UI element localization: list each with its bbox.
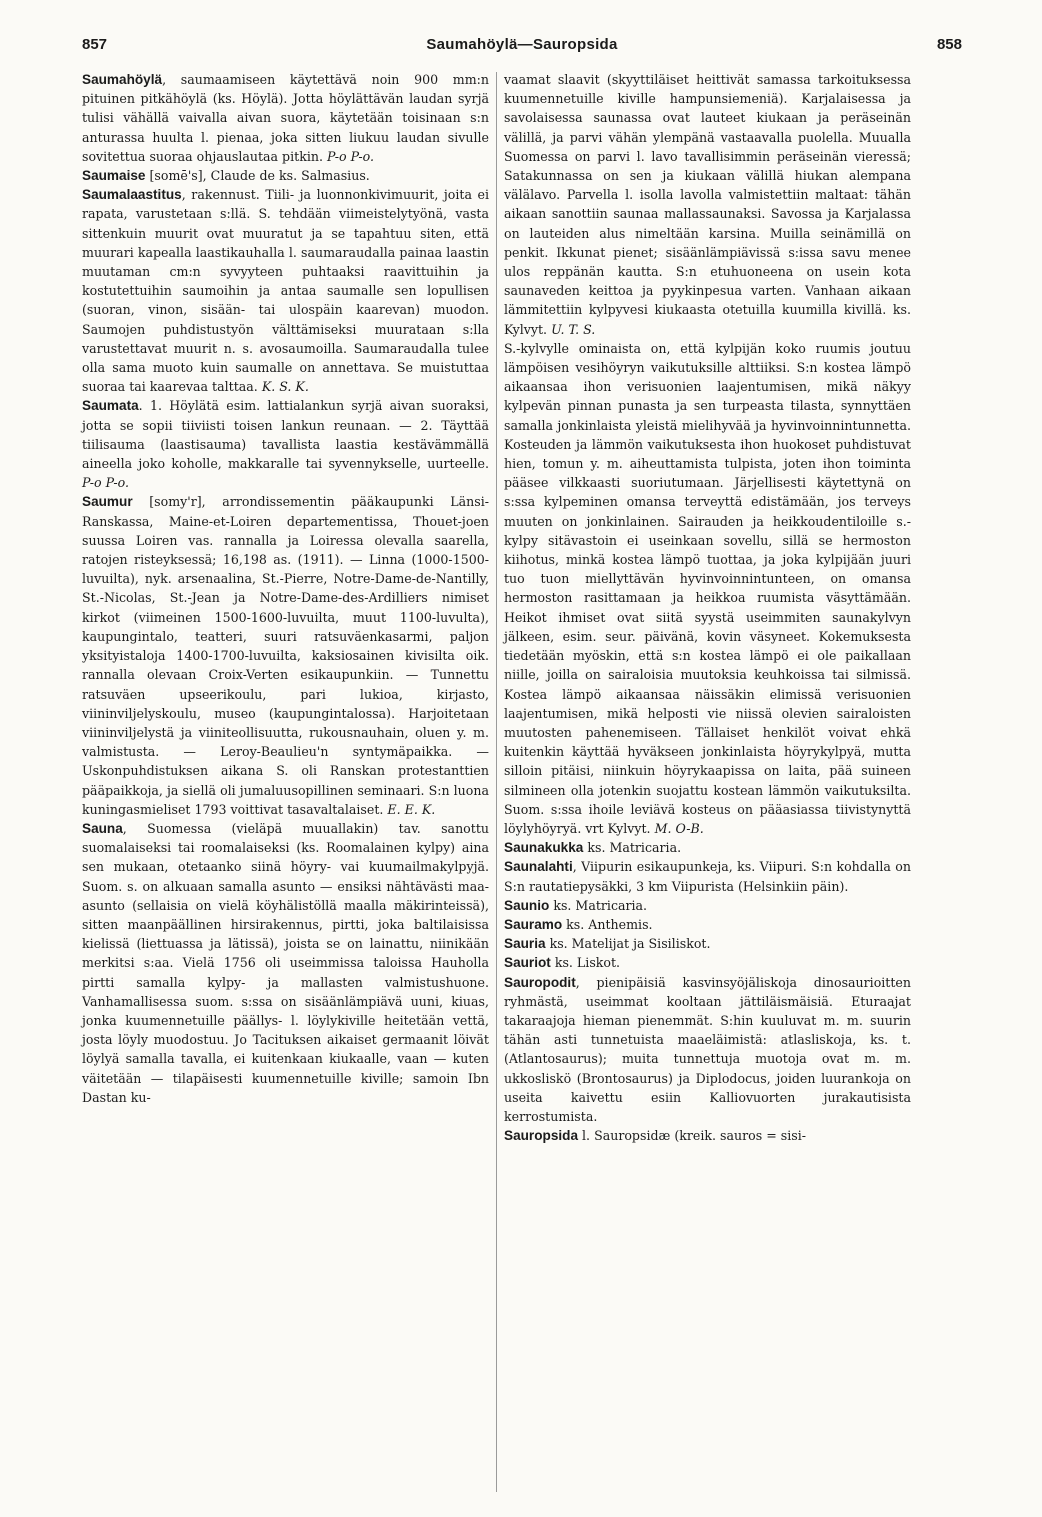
entry-text: , saumaamiseen käytettävä noin 900 mm:n pituinen pitkähöylä (ks. Höylä). Jotta höylättävän laudan syrjä tulisi vähällä vaivalla aivan suora, käytetään toisinaan s:n anturassa huulta l. pienaa, joka sitten liukuu laudan sivulle sovitettua suoraa ohjauslautaa pitkin.: [82, 72, 489, 164]
entry-text: , Suomessa (vieläpä muuallakin) tav. sanottu suomalaiseksi tai roomalaiseksi (ks. Roomalainen kylpy) aina sen mukaan, otetaanko siinä höyry- vai kuumailmakylpyjä. Suom. s. on alkuaan samalla asunto — ensiksi nähtävästi maa-asunto (sellaisia on vielä köyhälistöllä maalla mäkirinteissä), sitten maanpäällinen hirsirakennus, pirtti, joka baltilaisissa kielissä (liettuassa ja lätissä), joista se on lainattu, niinikään merkitsi s:aa. Vielä 1756 oli useimmissa taloissa Hauholla pirtti samalla kylpy- ja mallasten valmistushuone. Vanhamallisessa suom. s:ssa on sisäänlämpiävä uuni, kiuas, jonka kuumennetuille päällys- l. löylykiville heitetään vettä, josta löyly muodostuu. Jo Tacituksen aikaiset germaanit löivät löylyä samalla tavalla, ei kuitenkaan kiukaalle, vaan — kuten väitetään — tilapäisesti kuumennetuille kiville; samoin Ibn Dastan ku-: [82, 820, 489, 1105]
entry-text: , rakennust. Tiili- ja luonnonkivimuurit, joita ei rapata, varustetaan s:llä. S. tehdään viimeistelytyönä, vasta sittenkuin muurit ovat muuratut ja se tapahtuu siten, että muurari kapealla laastikauhalla l. saumaraudalla painaa laastin muutaman cm:n syvyyteen puhtaaksi raavittuihin ja kostutettuihin saumoihin ja antaa saumalle sen lopullisen (suoran, vinon, sisään- tai ulospäin kaarevan) muodon. Saumojen puhdistustyön välttämiseksi muurataan s:lla varustettavat muurit n. s. avosaumoilla. Saumaraudalla tulee olla sama muoto kuin saumalle on annettava. Se muistuttaa suoraa tai kaarevaa talttaa.: [82, 187, 489, 395]
entry-headword: Sauropsida: [504, 1128, 579, 1144]
article-entry: [82, 185, 489, 396]
right-column: [504, 70, 911, 1145]
entry-text: . 1. Höylätä esim. lattialankun syrjä aivan suoraksi, jotta se sopii tiiviisti toisen lankun reunaan. — 2. Täyttää tiilisauma (laastisauma) tavallista laastia kestävämmällä aineella joko koholle, makkaralle tai syvennykselle, uurteelle.: [82, 398, 489, 472]
entry-text: S.-kylvylle ominaista on, että kylpijän koko ruumis joutuu lämpöisen vesihöyryn vaikutuksille alttiiksi. S:n kostea lämpö aikaansaa ihon verisuonien laajentumisen, mikä näkyy kylpevän pinnan punasta ja sen turpeasta tilasta, synnyttäen samalla jonkinlaista yleistä mielihyvää ja hyvinvoinnintunnetta. Kosteuden ja lämmön vaikutuksesta ihon huokoset puhdistuvat hien, tomun y. m. aiheuttamista tulpista, joten ihon toiminta pääsee vilkkaasti suoriutumaan. Järjellisesti käytettynä on s:ssa kylpeminen omansa terveyttä edistämään, jos terveys muuten on jonkinlainen. Sairauden ja heikkoudentiloille s.-kylpy sitävastoin ei useinkaan sovellu, sillä se hermoston kiihotus, minkä kostea lämpö tuottaa, ja joka kylpijään juuri tuo tuon miellyttävän hyvinvoinnintunteen, on omansa hermoston rasittamaan ja heikkoa ruumista väsyttämään. Heikot ihmiset ovat siitä syystä useimmiten saunakylvyn jälkeen, esim. seur. päivänä, kovin väsyneet. Kokemuksesta tiedetään myöskin, että s:n kostea lämpö ei ole paikallaan niille, joilla on sairaloisia muutoksia keuhkoissa tai silmissä. Kostea lämpö aikaansaa näissäkin elimissä verisuonien laajentumisen, mikä helposti vie niissä olevien sairaloisten muutosten pahenemiseen. Tällaiset henkilöt voivat ehkä kuitenkin käyttää hyväkseen jonkinlaista höyrykylpyä, mutta silloin pitäisi, niinkuin höyrykaapissa on laita, pää suineen silmineen olla jotenkin suojattu kostean lämmön vaikutuksilta. Suom. s:ssa ihoile leviävä kosteus on pääasiassa tiivistynyttä löylyhöyryä. vrt Kylvyt.: [504, 340, 911, 836]
entry-headword: Saunalahti: [504, 859, 573, 875]
entry-headword: Saunio: [504, 897, 550, 913]
article-entry: [504, 339, 911, 838]
entry-signature: P-o P-o.: [82, 475, 130, 491]
entry-signature: E. E. K.: [387, 801, 436, 817]
entry-signature: P-o P-o.: [327, 148, 375, 164]
article-entry: [504, 896, 911, 915]
article-entry: [82, 492, 489, 818]
entry-headword: Sauria: [504, 936, 546, 952]
entry-headword: Sauriot: [504, 955, 551, 971]
entry-headword: Saumaise: [82, 168, 146, 184]
left-column: [82, 70, 489, 1107]
entry-text: ks. Matricaria.: [549, 897, 648, 913]
article-entry: [504, 915, 911, 934]
entry-text: [somē's], Claude de ks. Salmasius.: [145, 168, 370, 184]
entry-signature: U. T. S.: [551, 321, 596, 337]
page-header: [82, 36, 962, 60]
entry-text: , Viipurin esikaupunkeja, ks. Viipuri. S:n kohdalla on S:n rautatiepysäkki, 3 km Viipurista (Helsinkiin päin).: [504, 859, 911, 894]
entry-headword: Sauramo: [504, 916, 563, 932]
article-entry: [82, 166, 489, 185]
article-entry: [504, 934, 911, 953]
entry-text: ks. Anthemis.: [562, 916, 653, 932]
entry-headword: Saumalaastitus: [82, 187, 182, 203]
article-entry: [504, 953, 911, 972]
entry-headword: Saunakukka: [504, 840, 584, 856]
page-number-left: 857: [82, 36, 108, 53]
running-title: Saumahöylä—Sauropsida: [426, 36, 618, 53]
entry-headword: Saumata: [82, 398, 139, 414]
article-entry: [504, 70, 911, 339]
entry-signature: K. S. K.: [261, 379, 309, 395]
article-entry: [504, 973, 911, 1127]
article-entry: [504, 857, 911, 895]
article-entry: [82, 70, 489, 166]
entry-text: ks. Matricaria.: [583, 840, 682, 856]
entry-text: vaamat slaavit (skyyttiläiset heittivät samassa tarkoituksessa kuumennetuille kiville hampunsiemeniä). Karjalaisessa ja savolaisessa saunassa ovat lauteet kiukaan ja peräseinän välillä, ja parvi vähän ylempänä vastaavalla puolella. Muualla Suomessa on parvi l. lavo tavallisimmin peräseinän vieressä; Satakunnassa on sen ja kiukaan välillä hiukan alempana välälavo. Parvella l. isolla lavolla valmistettiin maltaat: tähän aikaan sanottiin saunaa mallassaunaksi. Savossa ja Karjalassa on lauteiden alus nimeltään karsina. Muilla seinämillä on penkit. Ikkunat pienet; sisäänlämpiävissä s:issa savu menee ulos reppänän kautta. S:n etuhuoneena on usein kota saunaveden keittoa ja pyykinpesua varten. Vanhaan aikaan lämmitettiin kylpyvesi kiukaasta otetuilla kuumilla kivillä. ks. Kylvyt.: [504, 72, 911, 337]
entry-signature: M. O-B.: [654, 820, 704, 836]
entry-text: , pienipäisiä kasvinsyöjäliskoja dinosaurioitten ryhmästä, useimmat kooltaan jättiläismäisiä. Eturaajat takaraajoja hieman pienemmät. S:hin kuuluvat m. m. suurin tähän asti tunnetuista maaeläimistä: atlasliskoja, ks. t. (Atlantosaurus); muita tunnettuja muotoja ovat m. m. ukkosliskö (Brontosaurus) ja Diplodocus, joiden luurankoja on useita kaivettu esiin Kalliovuorten jurakautisista kerrostumista.: [504, 974, 911, 1124]
entry-text: [somy'r], arrondissementin pääkaupunki Länsi-Ranskassa, Maine-et-Loiren departementissa, Thouet-joen suussa Loiren vas. rannalla ja Loiressa olevalla saarella, ratojen risteyksessä; 16,198 as. (1911). — Linna (1000-1500-luvuilta), nyk. arsenaalina, St.-Pierre, Notre-Dame-de-Nantilly, St.-Nicolas, St.-Jean ja Notre-Dame-des-Ardilliers nimiset kirkot (viimeinen 1500-1600-luvuilta, muut 1100-luvulta), kaupungintalo, teatteri, suuri ratsuväenkasarmi, paljon yksityistaloja 1400-1700-luvuilta, kaksiosainen kivisilta oik. rannalla olevaan Croix-Verten esikaupunkiin. — Tunnettu ratsuväen upseerikoulu, pari lukioa, kirjasto, viininviljelyskoulu, museo (kaupungintalossa). Harjoitetaan viininviljelystä ja viiniteollisuutta, rukousnauhain, oluen y. m. valmistusta. — Leroy-Beaulieu'n syntymäpaikka. — Uskonpuhdistuksen aikana S. oli Ranskan protestanttien pääpaikkoja, ja siellä oli jumaluusopillinen seminaari. S:n luona kuningasmieliset 1793 voittivat tasavaltalaiset.: [82, 494, 489, 817]
entry-text: l. Sauropsidæ (kreik. sauros = sisi-: [578, 1128, 806, 1144]
article-entry: [504, 1126, 911, 1145]
entry-headword: Sauna: [82, 820, 123, 836]
entry-text: ks. Matelijat ja Sisiliskot.: [545, 936, 711, 952]
article-entry: [82, 819, 489, 1107]
entry-headword: Sauropodit: [504, 974, 576, 990]
entry-text: ks. Liskot.: [550, 955, 621, 971]
article-entry: [504, 838, 911, 857]
entry-headword: Saumur: [82, 494, 133, 510]
entry-headword: Saumahöylä: [82, 72, 163, 87]
article-entry: [82, 396, 489, 492]
page-number-right: 858: [936, 36, 962, 53]
column-divider: [496, 72, 497, 1492]
